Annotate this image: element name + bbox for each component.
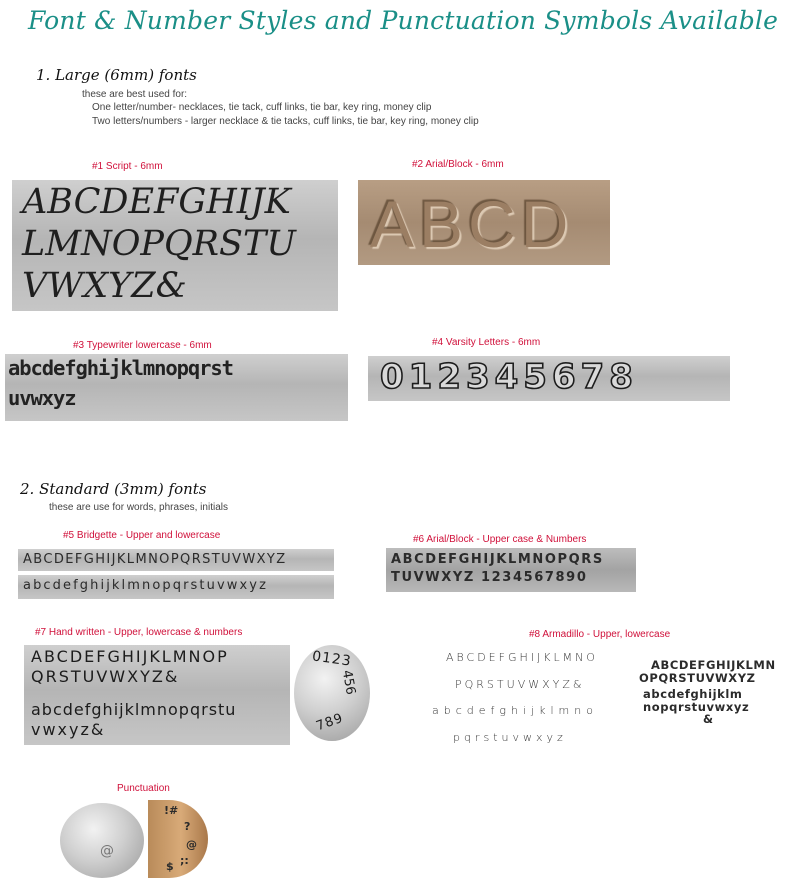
font-caption-arial-large: #2 Arial/Block - 6mm — [412, 159, 504, 170]
font-caption-typewriter: #3 Typewriter lowercase - 6mm — [73, 340, 212, 351]
script-row-2: LMNOPQRSTU — [22, 224, 296, 264]
punct-glyph-4: ;: — [180, 854, 189, 867]
armadillo-plate-row-3: abcdefghijklm — [643, 687, 743, 701]
bridgette-row-1: ABCDEFGHIJKLMNOPQRSTUVWXYZ — [23, 552, 287, 567]
section-standard-heading: 2. Standard (3mm) fonts — [20, 480, 207, 498]
section-large-line2: Two letters/numbers - larger necklace & tie tacks, cuff links, tie bar, key ring, money clip — [92, 116, 479, 127]
punctuation-disc-glyph: @ — [100, 843, 114, 859]
punct-glyph-2: ? — [184, 820, 191, 833]
punct-glyph-3: @ — [186, 838, 197, 851]
disc-row-3: 789 — [314, 710, 346, 735]
armadillo-plate-row-5: & — [703, 712, 714, 726]
armadillo-plate-row-4: nopqrstuvwxyz — [643, 700, 750, 714]
font-caption-arial-standard: #6 Arial/Block - Upper case & Numbers — [413, 534, 587, 545]
font-sample-arial-standard — [386, 548, 636, 592]
font-caption-varsity: #4 Varsity Letters - 6mm — [432, 337, 541, 348]
armadillo-plate-row-1: ABCDEFGHIJKLMN — [651, 658, 776, 672]
punct-glyph-5: $ — [166, 860, 174, 873]
arial-large-sample: ABCD — [370, 187, 574, 261]
handwritten-row-2: QRSTUVWXYZ& — [31, 667, 180, 686]
arial-standard-row-2: TUVWXYZ 1234567890 — [391, 570, 588, 585]
section-standard-note: these are use for words, phrases, initials — [49, 502, 228, 513]
font-caption-armadillo: #8 Armadillo - Upper, lowercase — [529, 629, 671, 640]
font-caption-handwritten: #7 Hand written - Upper, lowercase & numbers — [35, 627, 243, 638]
section-large-note: these are best used for: — [82, 89, 188, 100]
font-sample-armadillo-stamped — [636, 657, 784, 733]
punctuation-disc — [60, 803, 144, 878]
armadillo-row-1: ABCDEFGHIJKLMNO — [446, 651, 598, 664]
typewriter-row-2: uvwxyz — [8, 386, 76, 410]
handwritten-number-disc — [294, 645, 370, 741]
handwritten-row-1: ABCDEFGHIJKLMNOP — [31, 647, 229, 666]
disc-row-1: 0123 — [311, 648, 353, 670]
armadillo-row-2: PQRSTUVWXYZ& — [455, 678, 585, 691]
handwritten-row-3: abcdefghijklmnopqrstu — [31, 700, 237, 719]
script-row-1: ABCDEFGHIJK — [22, 182, 291, 222]
handwritten-row-4: vwxyz& — [31, 720, 106, 739]
arial-standard-row-1: ABCDEFGHIJKLMNOPQRS — [391, 552, 604, 567]
script-row-3: VWXYZ& — [22, 266, 187, 306]
varsity-sample: 012345678 — [380, 357, 638, 397]
font-sample-arial-large — [358, 180, 610, 265]
font-caption-bridgette: #5 Bridgette - Upper and lowercase — [63, 530, 221, 541]
punctuation-caption: Punctuation — [117, 783, 170, 794]
typewriter-row-1: abcdefghijklmnopqrst — [8, 356, 233, 380]
font-sample-handwritten — [24, 645, 290, 745]
font-sample-varsity — [368, 356, 730, 401]
bridgette-row-2: abcdefghijklmnopqrstuvwxyz — [23, 578, 268, 593]
armadillo-row-3: abcdefghijklmno — [432, 704, 598, 717]
font-sample-typewriter — [5, 354, 348, 421]
font-sample-bridgette-upper — [18, 549, 334, 571]
punctuation-half-disc — [148, 800, 208, 878]
armadillo-plate-row-2: OPQRSTUVWXYZ — [639, 671, 756, 685]
section-large-line1: One letter/number- necklaces, tie tack, cuff links, tie bar, key ring, money clip — [92, 102, 432, 113]
font-sample-bridgette-lower — [18, 575, 334, 599]
punct-glyph-1: !# — [164, 804, 179, 817]
page-title: Font & Number Styles and Punctuation Symbols Available — [28, 6, 779, 35]
font-sample-script — [12, 180, 338, 311]
font-caption-script: #1 Script - 6mm — [92, 161, 163, 172]
disc-row-2: 456 — [338, 668, 358, 697]
section-large-heading: 1. Large (6mm) fonts — [36, 66, 197, 84]
armadillo-row-4: pqrstuvwxyz — [453, 731, 567, 744]
